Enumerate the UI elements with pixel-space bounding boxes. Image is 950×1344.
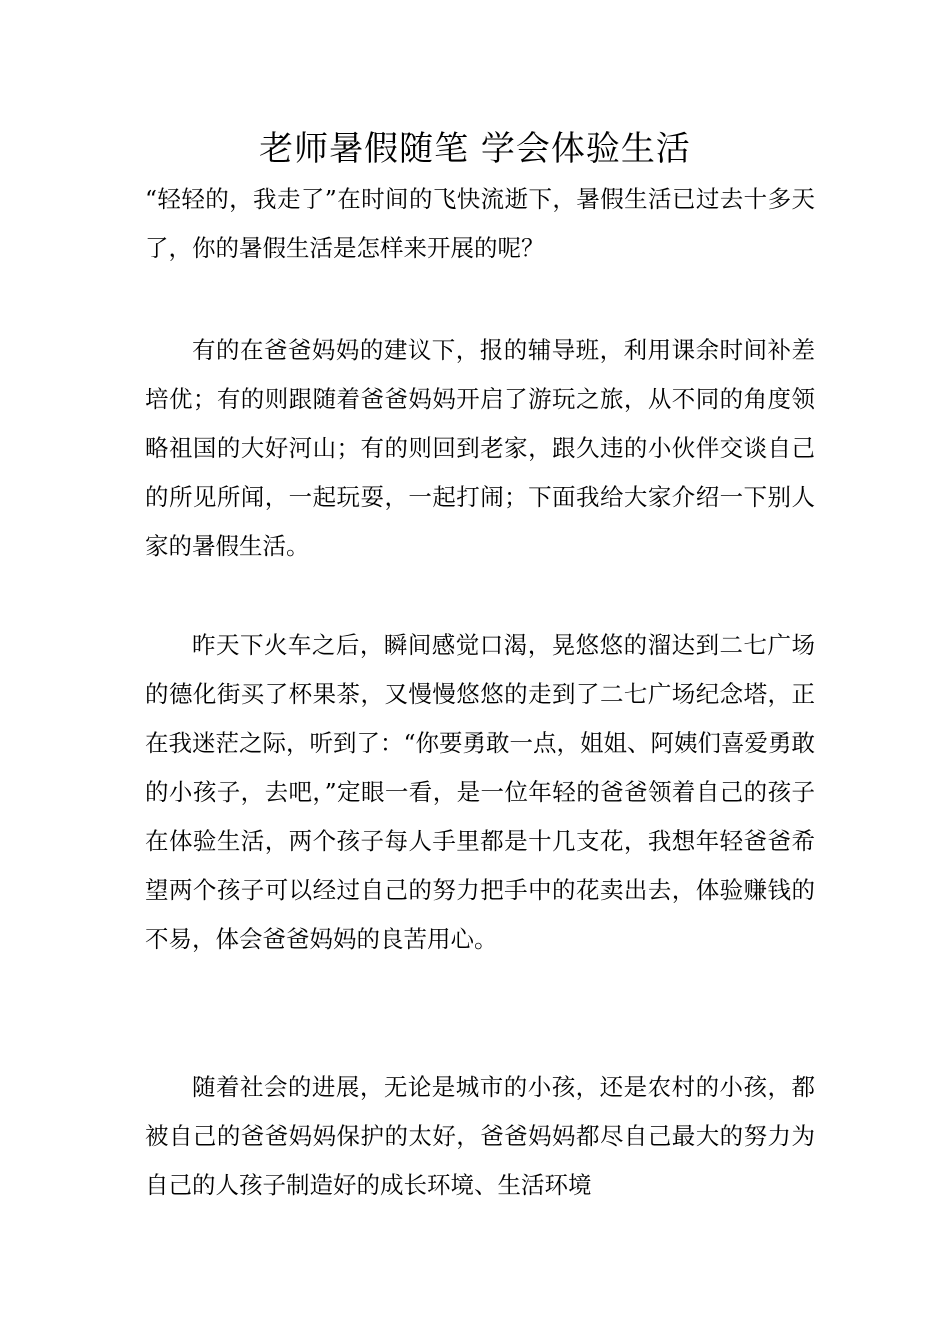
paragraph-intro: “轻轻的，我走了”在时间的飞快流逝下，暑假生活已过去十多天了，你的暑假生活是怎样来开展的呢？ xyxy=(145,185,815,262)
paragraph-summer-activities: 有的在爸爸妈妈的建议下，报的辅导班，利用课余时间补差培优；有的则跟随着爸爸妈妈开启了游玩之旅，从不同的角度领略祖国的大好河山；有的则回到老家，跟久违的小伙伴交谈自己的所见所闻，一起玩耍，一起打闹；下面我给大家介绍一下别人家的暑假生活。 xyxy=(145,336,815,560)
document-title: 老师暑假随笔 学会体验生活 xyxy=(259,129,691,169)
paragraph-flower-selling-story: 昨天下火车之后，瞬间感觉口渴，晃悠悠的溜达到二七广场的德化街买了杯果茶，又慢慢悠悠的走到了二七广场纪念塔，正在我迷茫之际，听到了：“你要勇敢一点，姐姐、阿姨们喜爱勇敢的小孩子，去吧，”定眼一看，是一位年轻的爸爸领着自己的孩子在体验生活，两个孩子每人手里都是十几支花，我想年轻爸爸希望两个孩子可以经过自己的努力把手中的花卖出去，体验赚钱的不易，体会爸爸妈妈的良苦用心。 xyxy=(145,631,816,953)
paragraph-social-development: 随着社会的进展，无论是城市的小孩，还是农村的小孩，都被自己的爸爸妈妈保护的太好，爸爸妈妈都尽自己最大的努力为自己的人孩子制造好的成长环境、生活环境 xyxy=(145,1073,815,1199)
